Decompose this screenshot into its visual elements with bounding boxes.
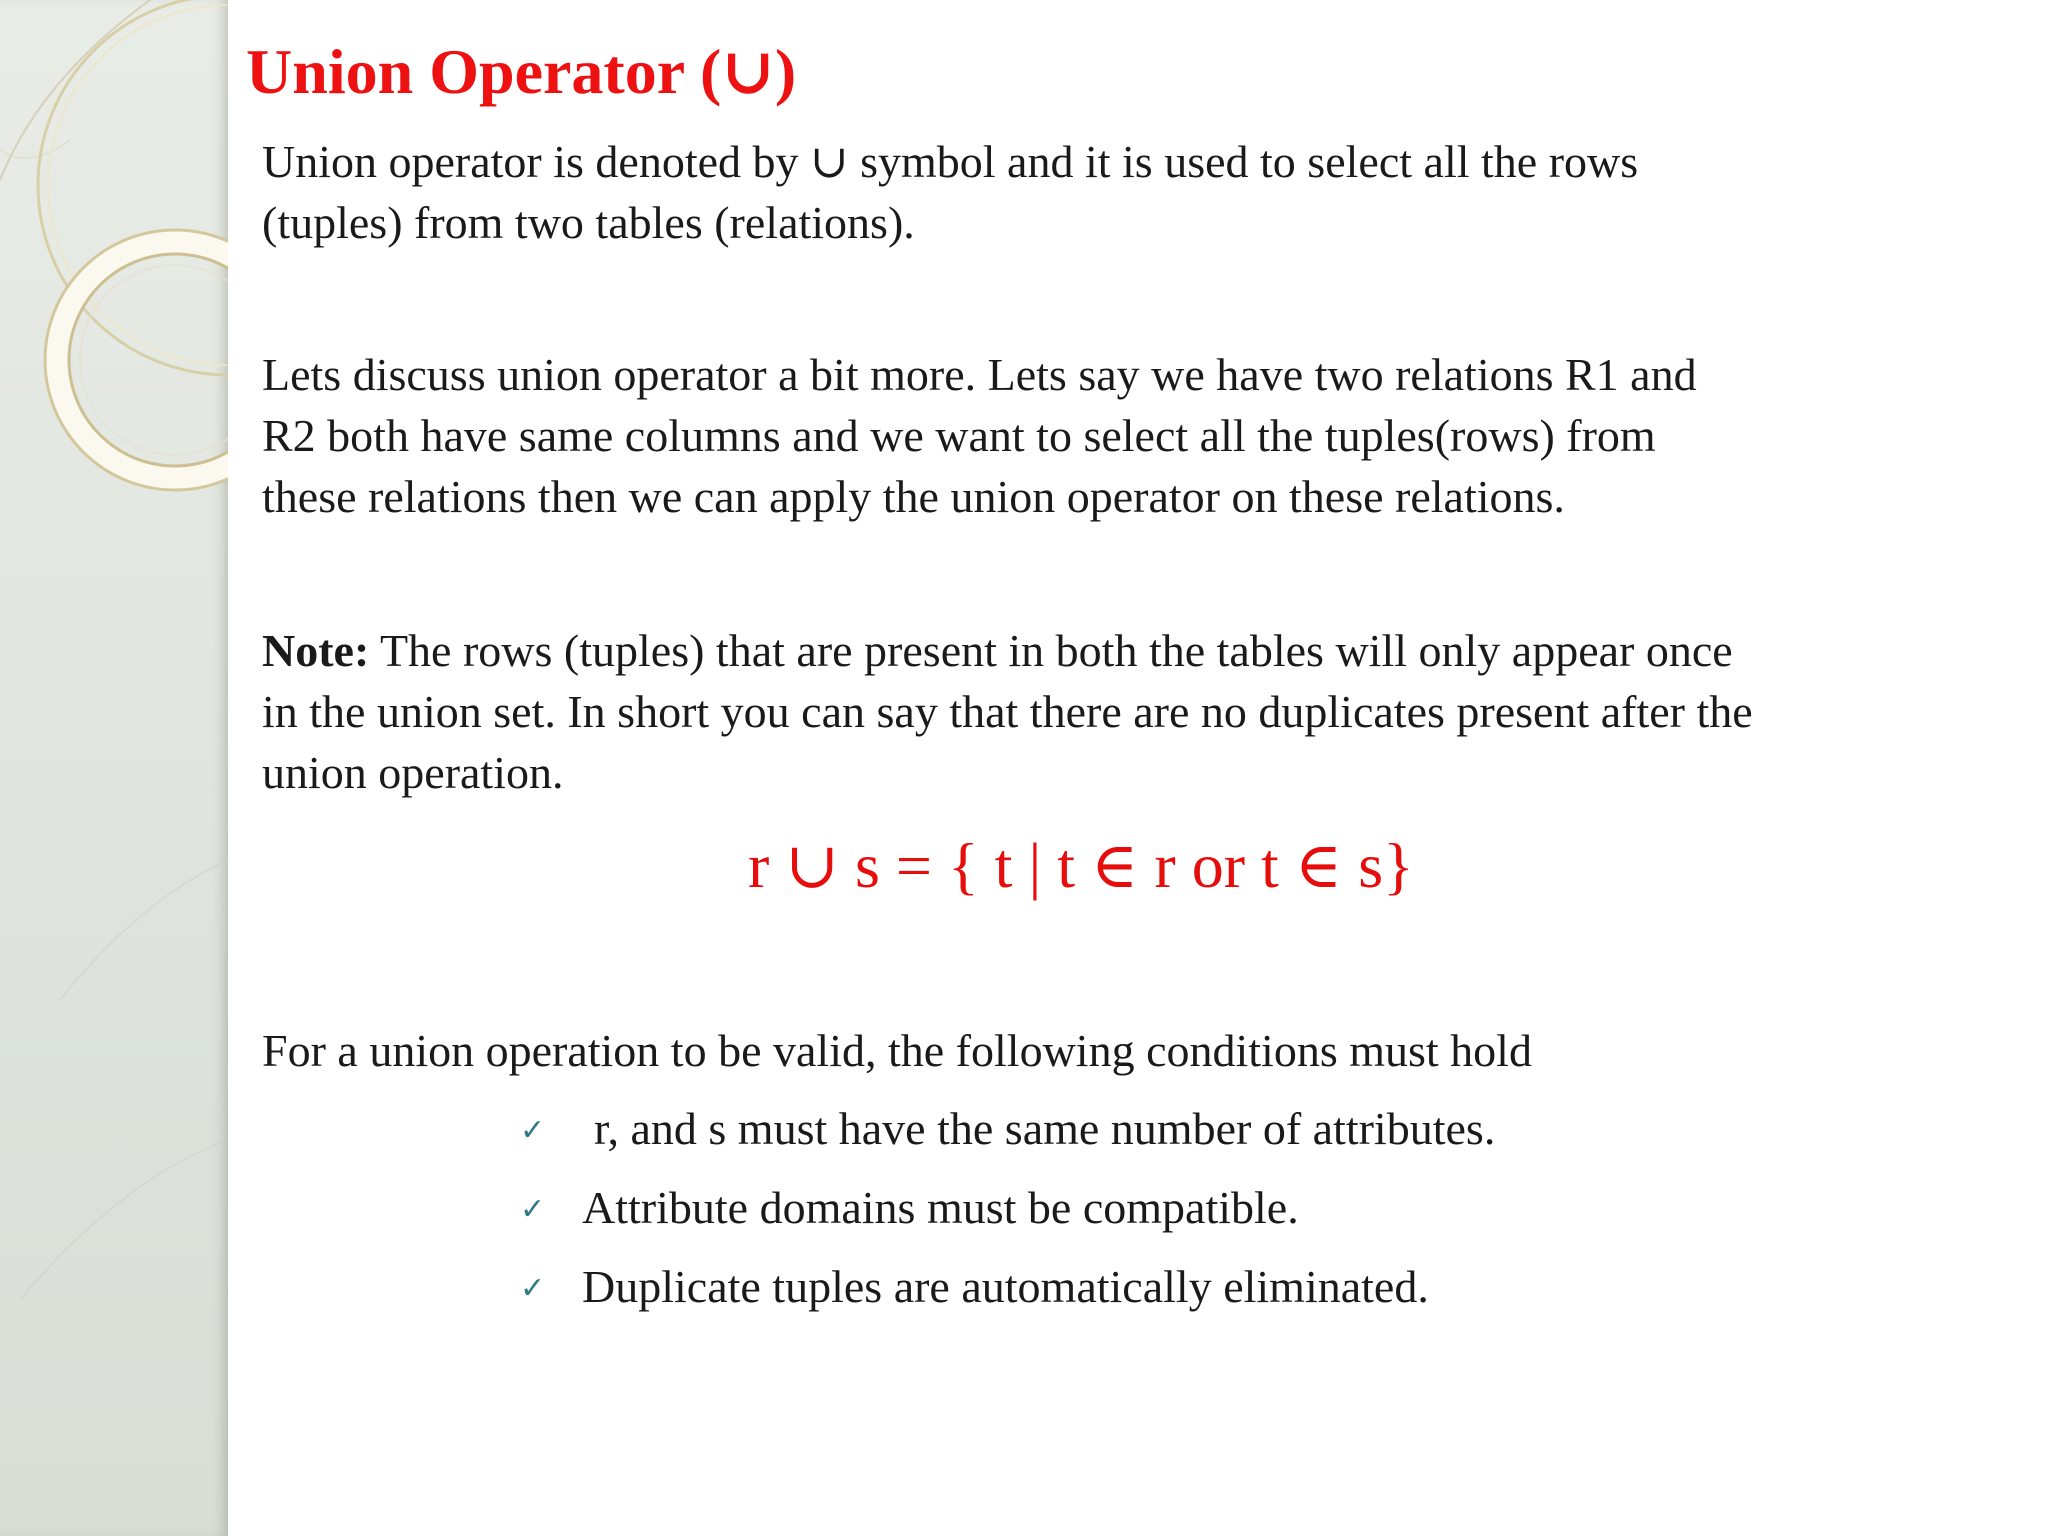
paragraph-line: (tuples) from two tables (relations). [262, 197, 915, 248]
check-icon: ✓ [520, 1113, 546, 1148]
check-icon: ✓ [520, 1271, 546, 1306]
paragraph-line: these relations then we can apply the union operator on these relations. [262, 471, 1565, 522]
note-line: union operation. [262, 747, 564, 798]
union-definition-paragraph [262, 131, 1982, 253]
condition-text: r, and s must have the same number of attributes. [594, 1103, 1496, 1154]
paragraph-line: Lets discuss union operator a bit more. Lets say we have two relations R1 and [262, 349, 1697, 400]
ring-inner [57, 242, 228, 478]
decorative-rings [0, 0, 228, 1536]
note-text: The rows (tuples) that are present in both the tables will only appear once [369, 625, 1733, 676]
paragraph-line: Union operator is denoted by ∪ symbol and it is used to select all the rows [262, 136, 1639, 187]
slide-title: Union Operator (∪) [246, 36, 797, 107]
note-line: in the union set. In short you can say that there are no duplicates present after the [262, 686, 1753, 737]
note-first-line [262, 620, 1982, 681]
note-label: Note: [262, 625, 370, 676]
condition-text: Duplicate tuples are automatically eliminated. [582, 1261, 1429, 1312]
note-paragraph [262, 620, 1982, 803]
decorative-sidebar [0, 0, 228, 1536]
check-icon: ✓ [520, 1192, 546, 1227]
conditions-heading: For a union operation to be valid, the following conditions must hold [262, 1025, 1532, 1076]
condition-text: Attribute domains must be compatible. [582, 1182, 1299, 1233]
union-discussion-paragraph [262, 344, 1982, 527]
paragraph-line: R2 both have same columns and we want to select all the tuples(rows) from [262, 410, 1656, 461]
union-formula: r ∪ s = { t | t ∈ r or t ∈ s} [748, 830, 1414, 901]
